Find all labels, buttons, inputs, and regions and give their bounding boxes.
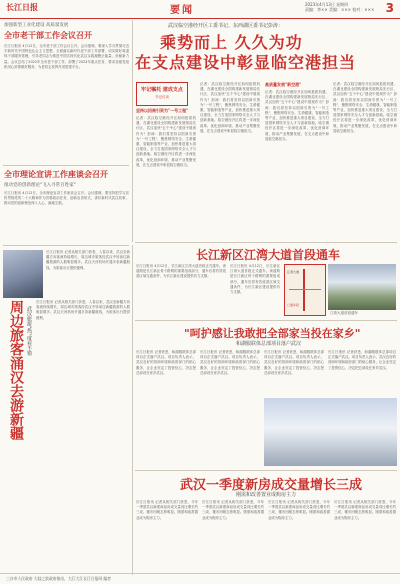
main-subheading: 坚持以招商引资为"一号工程" <box>136 108 189 113</box>
page-number: 3 <box>385 1 394 15</box>
page-footer <box>0 573 400 583</box>
article-headline: 全市老干部工作会议召开 <box>4 30 92 40</box>
feature-photo <box>3 250 43 298</box>
article-theory-meeting <box>4 169 129 249</box>
article-body: 长江日报讯 4月12日，全市理论宣讲工作座谈会召开。会议强调，要坚持把学习宣传贯彻党的二十大精神作为首要政治任务，创新宣讲形式，讲好新时代武汉故事，推动党的创新理论深入人心、落地生根。 <box>4 191 129 206</box>
section-divider <box>135 470 397 471</box>
column-rule <box>132 245 133 575</box>
housing-headline: 武汉一季度新房成交量增长三成 <box>180 478 363 493</box>
section-divider <box>3 165 129 166</box>
map-label: 江湾大道 <box>287 270 300 274</box>
bridge-photo-caption: 江湾大道首段通车 <box>330 311 358 315</box>
housing-col-4 <box>334 500 396 572</box>
masthead <box>0 0 400 19</box>
housing-col-3 <box>268 500 330 572</box>
route-map <box>284 264 326 316</box>
bridge-photo <box>328 264 396 310</box>
quote-col-3 <box>264 350 324 396</box>
map-road <box>303 269 305 311</box>
article-subheadline: 推动党的创新理论"飞入寻常百姓家" <box>4 183 76 188</box>
footer-text: 三沙市人民政府 大陆之滨政府推出，大江大江长江日报网 编者 <box>6 576 111 581</box>
main-body: 记者：武汉临空港经开区如何抢抓机遇，在湖北建设全国构建新发展格局先行区、武汉加快"五个中心"建设中展现作为？彭涛：我们将坚持以招商引资为"一号工程"，聚焦网络安全、生命健康、智能制造等产业，加快推进重大项目建设，全力打造国家网络安全人才与创新基地。临空港经开区将进一步深化改革，优化营商环境，推动产业集聚发展，在支点建设中彰显临空港担当。 <box>136 116 196 167</box>
map-road <box>289 289 321 290</box>
quote-col-1 <box>136 350 196 466</box>
campus-photo <box>264 398 397 466</box>
bridge-article <box>136 264 226 318</box>
main-body: 记者：武汉临空港经开区如何抢抓机遇，在湖北建设全国构建新发展格局先行区、武汉加快"五个中心"建设中展现作为？彭涛：我们将坚持以招商引资为"一号工程"，聚焦网络安全、生命健康、智能制造等产业，加快推进重大项目建设，全力打造国家网络安全人才与创新基地。临空港经开区将进一步深化改革，优化营商环境，推动产业集聚发展，在支点建设中彰显临空港担当。 <box>265 90 329 141</box>
article-cadre-meeting <box>4 22 129 164</box>
feature-vertical-subtitle: 武汉旅游"热"度看不错 <box>26 306 32 356</box>
housing-subheadline: 刚需和改善置业成购房主力 <box>236 492 297 498</box>
housing-body: 长江日报讯 记者从相关部门获悉，今年一季度武汉新建商品房成交量同比增长约三成，楼市回暖态势明显。刚需和改善置业成为购房主力。 <box>334 500 396 520</box>
main-col-3 <box>265 82 329 240</box>
housing-col-1 <box>136 500 198 572</box>
main-kicker: 武汉临空港经开区工委书记、东西湖区委书记彭涛： <box>168 23 284 29</box>
main-col-2 <box>200 82 260 239</box>
bridge-body: 长江日报讯 4月12日，长江新区江湾大道首段正式通车。该道路是长江新区骨干路网的重要组成部分，通车后将有效改善区域交通条件，为长江新区建设提供有力支撑。 <box>230 264 280 295</box>
bridge-body: 长江日报讯 4月12日，长江新区江湾大道首段正式通车。该道路是长江新区骨干路网的重要组成部分，通车后将有效改善区域交通条件，为长江新区建设提供有力支撑。 <box>136 264 226 279</box>
housing-col-2 <box>202 500 264 572</box>
main-title-line2: 在支点建设中彰显临空港担当 <box>135 53 357 72</box>
quote-col-4 <box>328 350 396 396</box>
section-divider <box>135 242 397 243</box>
quote-col-2 <box>200 350 260 466</box>
article-headline: 全市理论宣讲工作座谈会召开 <box>4 169 108 179</box>
feature-article <box>36 300 130 570</box>
quote-headline: "呵护感让我敢把全部家当投在家乡" <box>184 327 361 340</box>
article-kicker: 加强新型工业化建设 高质量发展 <box>4 23 69 28</box>
column-banner <box>136 82 188 106</box>
feature-intro-text: 长江日报讯 记者从相关部门获悉，入春以来，武汉至新疆方向客流持续增长，周边城市旅客经武汉中转前往新疆旅游的人数明显增多。武汉天河机场开通多条新疆航线，为旅客出行提供便利。 <box>46 250 130 270</box>
quote-body: 长江日报讯 记者获悉，和湖服联体总部项目正式落户武汉。项目负责人表示，武汉良好的营商环境和政府部门的贴心服务，让企业坚定了投资信心，决定把总部设在家乡武汉。 <box>328 350 396 370</box>
section-divider <box>135 320 397 321</box>
quote-body: 长江日报讯 记者获悉，和湖服联体总部项目正式落户武汉。项目负责人表示，武汉良好的营商环境和政府部门的贴心服务，让企业坚定了投资信心，决定把总部设在家乡武汉。 <box>200 350 260 375</box>
banner-title: 牢记嘱托 建成支点 <box>141 87 183 93</box>
feature-intro <box>46 250 130 298</box>
section-name: 要闻 <box>170 5 194 16</box>
housing-body: 长江日报讯 记者从相关部门获悉，今年一季度武汉新建商品房成交量同比增长约三成，楼市回暖态势明显。刚需和改善置业成为购房主力。 <box>202 500 264 520</box>
masthead-editors: 责编：李×× 美编：××× 校对：××× <box>305 7 375 12</box>
article-body: 长江日报讯 4月12日，全市老干部工作会议召开。会议强调，要深入学习贯彻习近平新时代中国特色社会主义思想，全面落实新时代老干部工作部署，切实做好离退休干部服务管理，引导老同志为推进中国式现代化武汉实践凝聚正能量、贡献新力量。会议总结了2022年全市老干部工作，部署了2023年重点任务，要求各级党组织用心用情做好服务，为老同志发挥作用搭建平台。 <box>4 44 129 69</box>
main-col-4 <box>333 82 397 239</box>
main-body: 记者：武汉临空港经开区如何抢抓机遇，在湖北建设全国构建新发展格局先行区、武汉加快"五个中心"建设中展现作为？彭涛：我们将坚持以招商引资为"一号工程"，聚焦网络安全、生命健康、智能制造等产业，加快推进重大项目建设，全力打造国家网络安全人才与创新基地。临空港经开区将进一步深化改革，优化营商环境，推动产业集聚发展，在支点建设中彰显临空港担当。 <box>333 82 397 133</box>
feature-vertical-title: 周边旅客涌汉去游新疆 <box>8 300 24 440</box>
quote-body: 长江日报讯 记者获悉，和湖服联体总部项目正式落户武汉。项目负责人表示，武汉良好的营商环境和政府部门的贴心服务，让企业坚定了投资信心，决定把总部设在家乡武汉。 <box>136 350 196 375</box>
main-title-line1: 乘势而上 久久为功 <box>160 33 303 52</box>
bridge-headline: 长江新区江湾大道首段通车 <box>196 248 341 262</box>
quote-body: 长江日报讯 记者获悉，和湖服联体总部项目正式落户武汉。项目负责人表示，武汉良好的营商环境和政府部门的贴心服务，让企业坚定了投资信心，决定把总部设在家乡武汉。 <box>264 350 324 375</box>
map-label: 已通车段 <box>287 303 300 307</box>
main-body: 记者：武汉临空港经开区如何抢抓机遇，在湖北建设全国构建新发展格局先行区、武汉加快"五个中心"建设中展现作为？彭涛：我们将坚持以招商引资为"一号工程"，聚焦网络安全、生命健康、智能制造等产业，加快推进重大项目建设，全力打造国家网络安全人才与创新基地。临空港经开区将进一步深化改革，优化营商环境，推动产业集聚发展，在支点建设中彰显临空港担当。 <box>200 82 260 133</box>
main-subheading: 高质量发展"新空港" <box>265 82 302 87</box>
banner-subtitle: 书记访谈 <box>155 95 169 99</box>
column-rule <box>132 20 133 242</box>
newspaper-logo: 长江日报 <box>6 2 38 12</box>
bridge-article-2 <box>230 264 280 318</box>
masthead-date: 2023年4月13日 星期四 <box>305 2 349 7</box>
housing-body: 长江日报讯 记者从相关部门获悉，今年一季度武汉新建商品房成交量同比增长约三成，楼市回暖态势明显。刚需和改善置业成为购房主力。 <box>268 500 330 520</box>
housing-body: 长江日报讯 记者从相关部门获悉，今年一季度武汉新建商品房成交量同比增长约三成，楼市回暖态势明显。刚需和改善置业成为购房主力。 <box>136 500 198 520</box>
main-col-1 <box>136 108 196 242</box>
masthead-meta <box>305 2 374 12</box>
feature-body: 长江日报讯 记者从相关部门获悉，入春以来，武汉至新疆方向客流持续增长，周边城市旅客经武汉中转前往新疆旅游的人数明显增多。武汉天河机场开通多条新疆航线，为旅客出行提供便利。 <box>36 300 130 320</box>
quote-subheadline: 和湖服联体总部项目落户武汉 <box>236 341 302 347</box>
